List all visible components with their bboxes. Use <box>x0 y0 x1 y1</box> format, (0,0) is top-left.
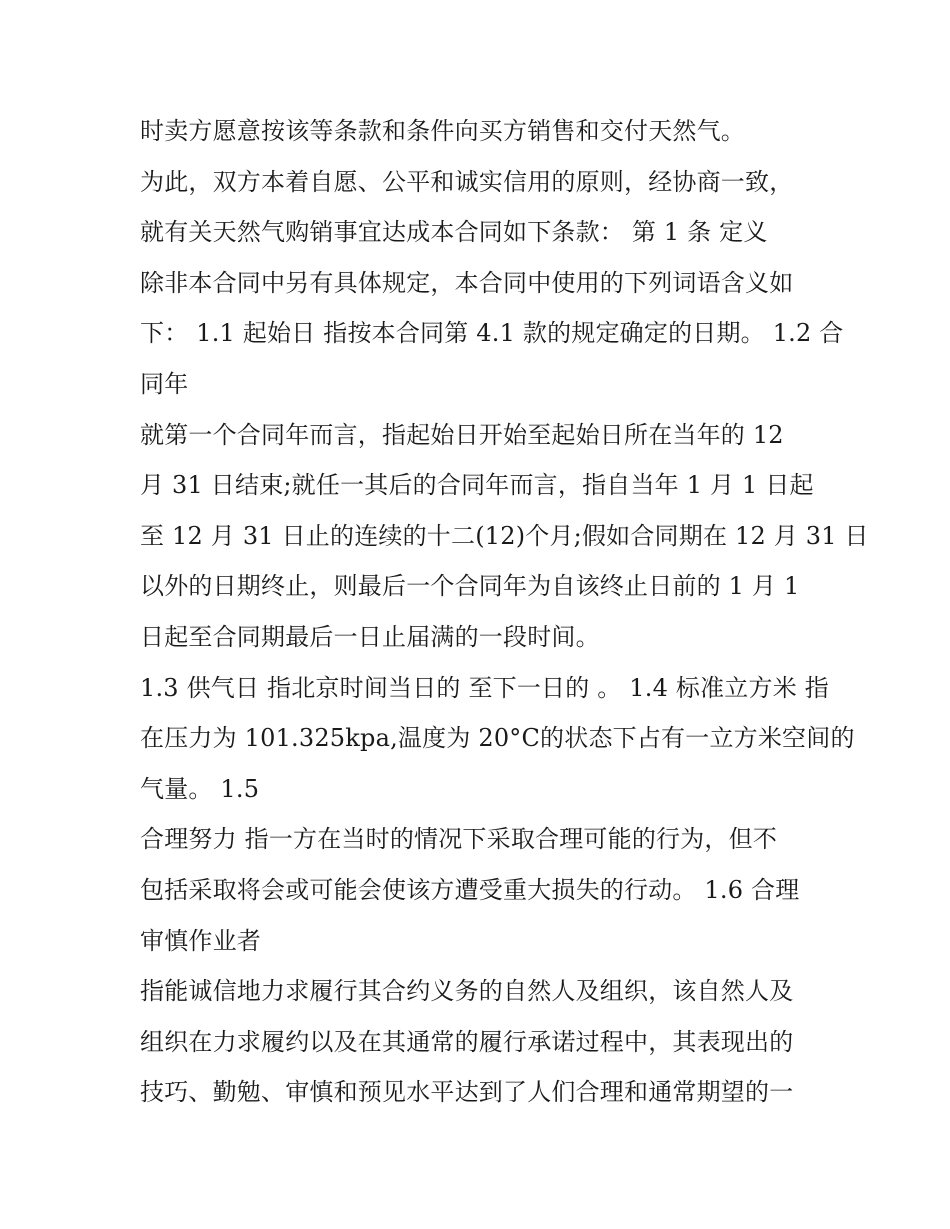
text-line: 以外的日期终止，则最后一个合同年为自该终止日前的 1 月 1 <box>140 572 800 601</box>
text-line: 为此，双方本着自愿、公平和诚实信用的原则，经协商一致， <box>140 167 794 196</box>
text-line: 月 31 日结束;就任一其后的合同年而言，指自当年 1 月 1 日起 <box>140 471 814 500</box>
text-line: 合理努力 指一方在当时的情况下采取合理可能的行为，但不 <box>140 825 778 854</box>
text-line: 包括采取将会或可能会使该方遭受重大损失的行动。 1.6 合理 <box>140 875 800 904</box>
text-line: 除非本合同中另有具体规定，本合同中使用的下列词语含义如 <box>140 268 794 297</box>
text-line: 1.3 供气日 指北京时间当日的 至下一日的 。 1.4 标准立方米 指 <box>140 673 829 702</box>
text-line: 组织在力求履约以及在其通常的履行承诺过程中，其表现出的 <box>140 1027 794 1056</box>
text-line: 下： 1.1 起始日 指按本合同第 4.1 款的规定确定的日期。 1.2 合 <box>140 319 844 348</box>
text-line: 审慎作业者 <box>140 926 261 955</box>
text-line: 就第一个合同年而言，指起始日开始至起始日所在当年的 12 <box>140 420 784 449</box>
text-line: 气量。 1.5 <box>140 774 260 803</box>
text-line: 同年 <box>140 369 189 398</box>
text-line: 就有关天然气购销事宜达成本合同如下条款： 第 1 条 定义 <box>140 218 768 247</box>
text-line: 指能诚信地力求履行其合约义务的自然人及组织，该自然人及 <box>140 977 794 1006</box>
text-line: 至 12 月 31 日止的连续的十二(12)个月;假如合同期在 12 月 31 日 <box>140 521 869 550</box>
text-line: 时卖方愿意按该等条款和条件向买方销售和交付天然气。 <box>140 117 745 145</box>
text-line: 日起至合同期最后一日止届满的一段时间。 <box>140 622 600 651</box>
text-line: 技巧、勤勉、审慎和预见水平达到了人们合理和通常期望的一 <box>140 1078 794 1107</box>
document-body <box>140 106 869 1118</box>
text-line: 在压力为 101.325kpa,温度为 20°C的状态下占有一立方米空间的 <box>140 724 855 753</box>
